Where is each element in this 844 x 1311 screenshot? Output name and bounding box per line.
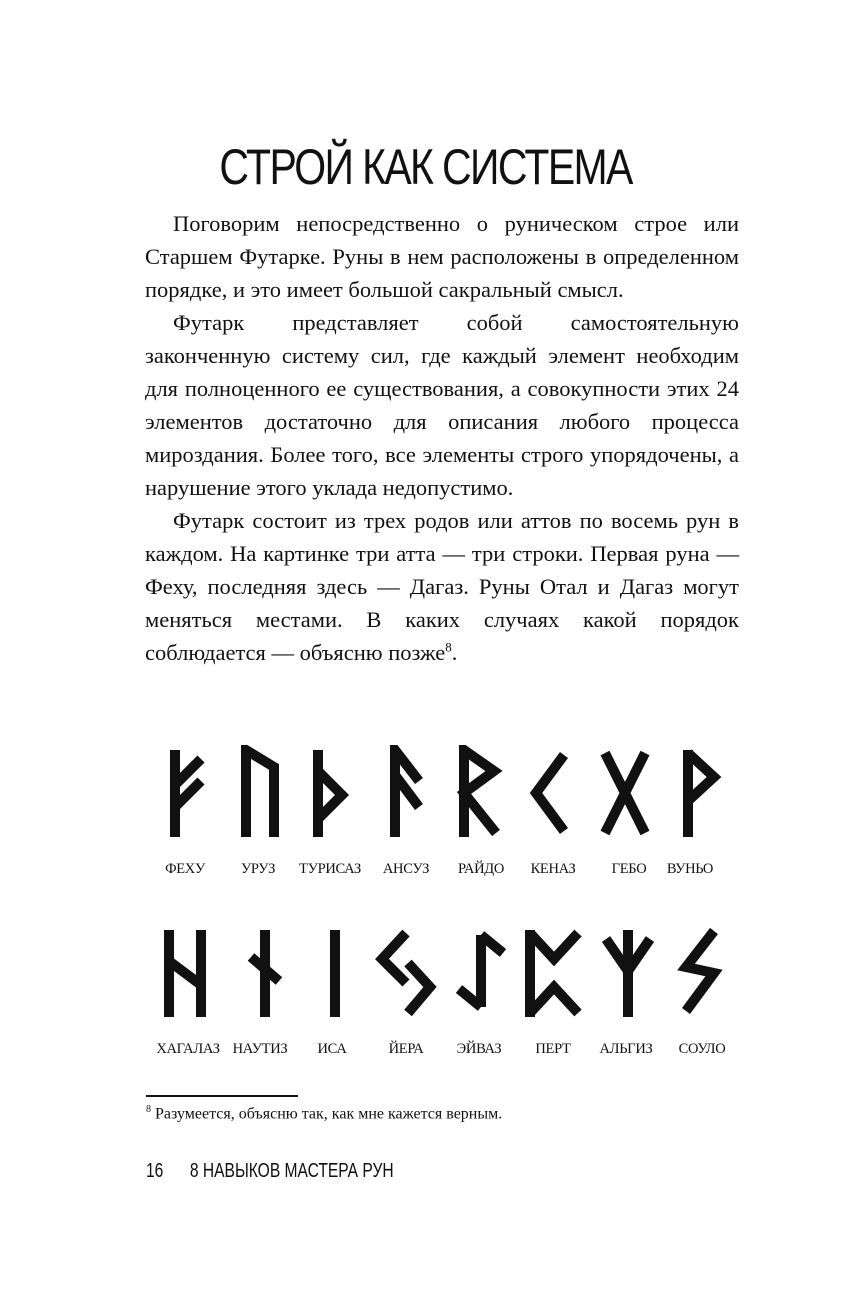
rune-label: ЙЕРА: [388, 1041, 424, 1057]
rune-label: СОУЛО: [678, 1041, 726, 1057]
ansuz-rune-icon: [375, 745, 435, 845]
sowulo-rune-icon: [670, 925, 730, 1025]
body-text: [145, 207, 739, 669]
page-title: СТРОЙ КАК СИСТЕМА: [219, 139, 632, 195]
rune-label: КЕНАЗ: [530, 861, 576, 877]
rune-label: ЭЙВАЗ: [456, 1041, 502, 1057]
rune-label: ГЕБО: [611, 861, 647, 877]
footnote: [146, 1104, 746, 1123]
gebo-rune-icon: [595, 745, 655, 845]
rune-label: ХАГАЛАЗ: [156, 1041, 220, 1057]
algiz-rune-icon: [598, 925, 658, 1025]
kenaz-rune-icon: [520, 745, 580, 845]
paragraph: Футарк состоит из трех родов или аттов по восемь рун в каждом. На картинке три атта — три строки. Первая руна — Феху, последняя здесь — Дагаз. Руны Отал и Дагаз могут меняться местами. В каких случаях какой порядок соблюдается — объясню позже$^8$.: [145, 508, 739, 665]
page-number: 16: [146, 1160, 164, 1182]
paragraph: Футарк представляет собой самостоятельную законченную систему сил, где каждый элемент необходим для полноценного ее существования, а совокупности этих 24 элементов достаточно для описания любого процесса мироздания. Более того, все элементы строго упорядочены, а нарушение этого уклада недопустимо.: [145, 310, 739, 500]
paragraph-text: Футарк состоит из трех родов или аттов по восемь рун в каждом. На картинке три атта — три строки. Первая руна — Феху, последняя здесь — Дагаз. Руны Отал и Дагаз могут меняться местами. В каких случаях какой порядок соблюдается — объясню позже: [145, 508, 739, 665]
footnote-marker: 8: [146, 1104, 151, 1115]
rune-label: НАУТИЗ: [232, 1041, 288, 1057]
nauthiz-rune-icon: [235, 925, 295, 1025]
rune-label: ИСА: [317, 1041, 347, 1057]
footnote-text: Разумеется, объясню так, как мне кажется верным.: [155, 1105, 503, 1123]
rune-label: ВУНЬО: [666, 861, 714, 877]
page-footer: [146, 1160, 394, 1183]
rune-names-row-1: [140, 861, 750, 881]
rune-label: АЛЬГИЗ: [599, 1041, 653, 1057]
isa-rune-icon: [305, 925, 365, 1025]
perth-rune-icon: [520, 925, 590, 1025]
rune-label: ПЕРТ: [535, 1041, 571, 1057]
rune-row-1: [150, 745, 740, 845]
rune-names-row-2: [140, 1041, 750, 1061]
fehu-rune-icon: [155, 745, 215, 845]
jera-rune-icon: [372, 925, 442, 1025]
hagalaz-rune-icon: [155, 925, 215, 1025]
paragraph: Поговорим непосредственно о руническом строе или Старшем Футарке. Руны в нем расположены в определенном порядке, и это имеет большой сакральный смысл.: [145, 211, 739, 302]
rune-label: АНСУЗ: [382, 861, 430, 877]
rune-label: ФЕХУ: [165, 861, 205, 877]
thurisaz-rune-icon: [300, 745, 360, 845]
wunjo-rune-icon: [670, 745, 730, 845]
rune-label: УРУЗ: [240, 861, 276, 877]
raido-rune-icon: [450, 745, 510, 845]
rune-row-2: [150, 925, 740, 1025]
uruz-rune-icon: [230, 745, 290, 845]
footnote-reference[interactable]: 8: [445, 639, 452, 655]
rune-label: РАЙДО: [457, 861, 504, 877]
rune-label: ТУРИСАЗ: [299, 861, 361, 877]
eihwaz-rune-icon: [445, 925, 515, 1025]
footnote-divider: [146, 1095, 298, 1097]
running-title: 8 НАВЫКОВ МАСТЕРА РУН: [189, 1160, 394, 1182]
